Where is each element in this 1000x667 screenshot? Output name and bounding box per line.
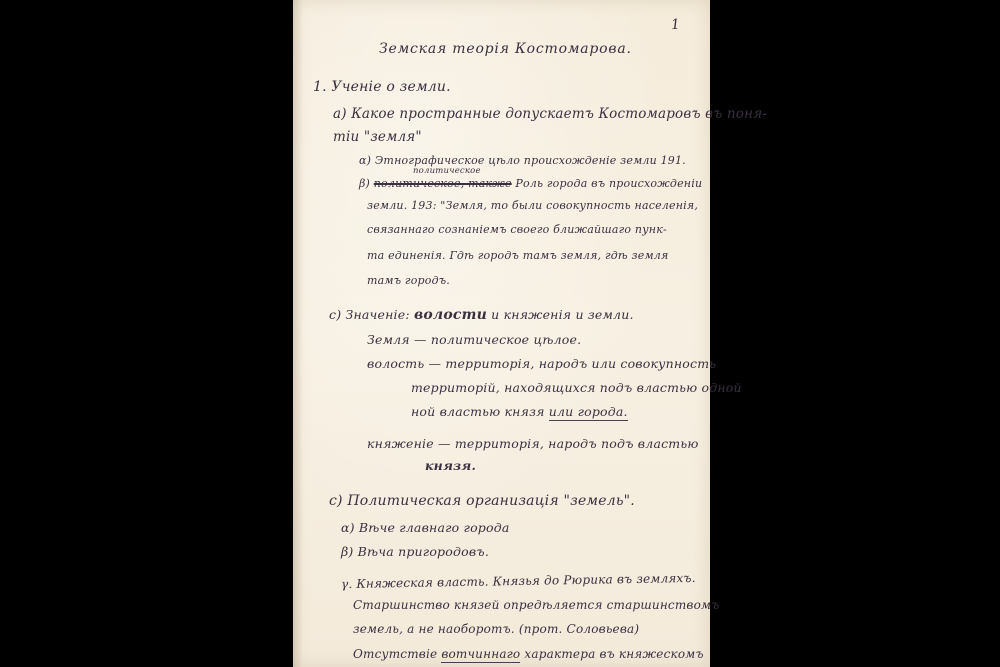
item-c-meaning-rest: и княженія и земли. <box>491 307 634 322</box>
item-a-line-1: а) Какое пространные допускаетъ Костомаровъ въ поня- <box>333 106 768 122</box>
definition-volost-line-3 <box>411 406 628 419</box>
sub-item-beta-line-2: земли. 193: "Земля, то были совокупность населенія, <box>367 199 699 212</box>
definition-volost-line-2: территорій, находящихся подъ властью одной <box>411 380 742 395</box>
item-c-meaning-label: с) Значеніе: <box>329 307 410 322</box>
insertion-above-line: политическое <box>413 166 481 176</box>
org-gamma-line-1: γ. Княжеская власть. Князья до Рюрика въ земляхъ. <box>340 570 696 592</box>
org-gamma-line-2: Старшинство князей опредѣляется старшинствомъ <box>353 598 720 612</box>
sub-item-beta-line-4: та единенія. Гдѣ городъ тамъ земля, гдѣ земля <box>367 249 669 262</box>
org-alpha: α) Вѣче главнаго города <box>341 520 510 535</box>
definition-volost-underlined: или города. <box>548 404 628 419</box>
item-c-organization: с) Политическая организація "земель". <box>329 493 635 509</box>
sub-item-beta-line-5: тамъ городъ. <box>367 274 450 287</box>
page-number: 1 <box>670 16 681 34</box>
org-beta: β) Вѣча пригородовъ. <box>341 544 489 559</box>
page-title: Земская теорія Костомарова. <box>379 41 632 57</box>
item-a-line-2: тіи "земля" <box>333 129 422 145</box>
page-fold-shadow <box>293 0 303 667</box>
section-heading: 1. Ученіе о земли. <box>313 79 451 95</box>
org-gamma-line-4 <box>353 648 704 660</box>
org-gamma-line-4-a: Отсутствіе <box>353 647 438 661</box>
definition-zemlya: Земля — политическое цѣлое. <box>367 332 582 347</box>
struck-word: политическое, также <box>373 177 512 190</box>
item-c-meaning <box>329 308 634 322</box>
sub-item-beta-text: Роль города въ происхожденіи <box>515 177 703 190</box>
sub-item-alpha: α) Этнографическое цѣло происхожденіе земли 191. <box>359 154 686 167</box>
definition-knyazhenie-line-2: князя. <box>425 458 476 473</box>
sub-item-beta-line-3: связаннаго сознаніемъ своего ближайшаго пунк- <box>367 223 667 236</box>
manuscript-page <box>293 0 768 667</box>
sub-item-beta-line-1 <box>359 178 702 189</box>
definition-volost-line-1: волость — территорія, народъ или совокупность <box>367 356 717 371</box>
definition-knyazhenie-line-1: княженіе — территорія, народъ подъ властью <box>367 436 699 451</box>
item-c-meaning-bold-word: волости <box>413 307 487 323</box>
org-gamma-line-4-c: характера въ княжескомъ <box>524 647 704 661</box>
org-gamma-line-3: земель, а не наоборотъ. (прот. Соловьева) <box>353 622 640 636</box>
sub-item-beta-marker: β) <box>359 177 371 190</box>
definition-volost-line-3-a: ной властью князя <box>411 404 545 419</box>
org-gamma-underlined-word: вотчиннаго <box>441 647 521 661</box>
